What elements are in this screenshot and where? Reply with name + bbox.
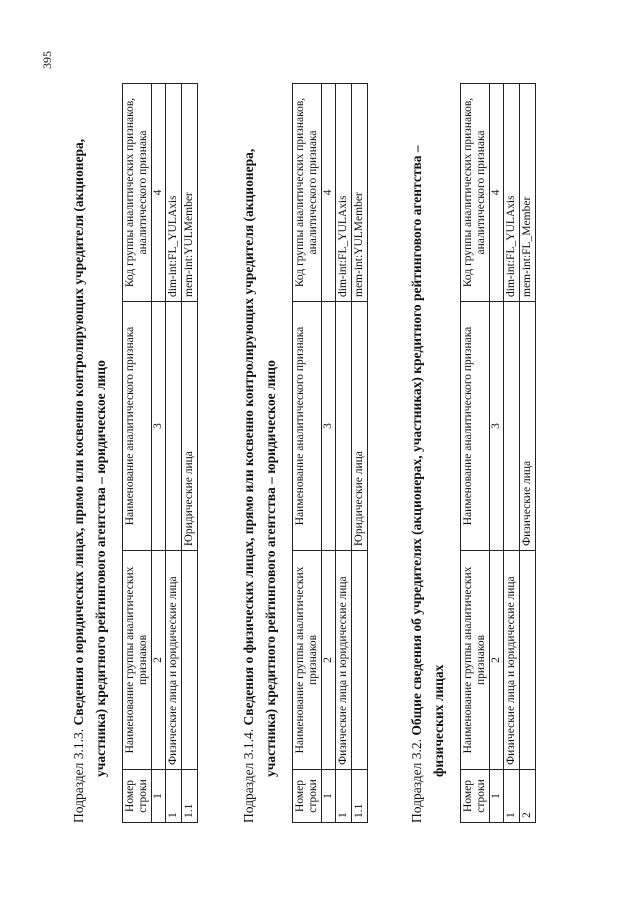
header-code: Код группы аналитических признаков, аналитического признака bbox=[123, 83, 152, 301]
column-index-row bbox=[490, 83, 504, 822]
table-header-row bbox=[123, 83, 152, 822]
analytic-features-table bbox=[292, 83, 368, 823]
analytic-features-table bbox=[122, 83, 198, 823]
feature-name-cell: Физические лица bbox=[520, 301, 536, 550]
subsection-title-continuation: участника) кредитного рейтингового агентства – юридическое лицо bbox=[263, 359, 278, 777]
table-row bbox=[166, 83, 182, 822]
header-row-number: Номер строки bbox=[123, 769, 152, 822]
header-feature-name: Наименование аналитического признака bbox=[123, 301, 152, 550]
header-feature-name: Наименование аналитического признака bbox=[293, 301, 322, 550]
subsection-3-1-4 bbox=[238, 83, 368, 823]
table-row bbox=[504, 83, 520, 822]
feature-name-cell bbox=[166, 301, 182, 550]
subsection-heading bbox=[406, 83, 450, 823]
header-row-number: Номер строки bbox=[293, 769, 322, 822]
table-row bbox=[352, 83, 368, 822]
subsection-title: Общие сведения об учредителях (акционерах, участниках) кредитного рейтингового агентства – bbox=[409, 144, 424, 736]
subsection-number: Подраздел 3.1.4. bbox=[241, 728, 256, 823]
group-name-cell: Физические лица и юридические лица bbox=[166, 550, 182, 769]
table-row bbox=[336, 83, 352, 822]
row-number: 1.1 bbox=[182, 769, 198, 822]
table-row bbox=[182, 83, 198, 822]
column-index: 4 bbox=[490, 83, 504, 301]
column-index: 4 bbox=[322, 83, 336, 301]
subsection-title: Сведения о юридических лицах, прямо или косвенно контролирующих учредителя (акционера, bbox=[71, 138, 86, 725]
feature-name-cell bbox=[336, 301, 352, 550]
column-index: 3 bbox=[152, 301, 166, 550]
subsection-3-2 bbox=[406, 83, 536, 823]
subsection-title-continuation: физических лицах bbox=[431, 664, 446, 777]
group-name-cell bbox=[352, 550, 368, 769]
column-index: 1 bbox=[152, 769, 166, 822]
header-group-name: Наименование группы аналитических признаков bbox=[461, 550, 490, 769]
code-cell: dim-int:FL_YULAxis bbox=[166, 83, 182, 301]
row-number: 2 bbox=[520, 769, 536, 822]
code-cell: dim-int:FL_YULAxis bbox=[504, 83, 520, 301]
table-row bbox=[520, 83, 536, 822]
group-name-cell: Физические лица и юридические лица bbox=[336, 550, 352, 769]
group-name-cell: Физические лица и юридические лица bbox=[504, 550, 520, 769]
column-index: 2 bbox=[490, 550, 504, 769]
column-index: 1 bbox=[490, 769, 504, 822]
header-code: Код группы аналитических признаков, аналитического признака bbox=[293, 83, 322, 301]
row-number: 1 bbox=[504, 769, 520, 822]
code-cell: mem-int:YULMember bbox=[352, 83, 368, 301]
subsection-heading bbox=[68, 83, 112, 823]
column-index: 2 bbox=[152, 550, 166, 769]
column-index: 3 bbox=[322, 301, 336, 550]
group-name-cell bbox=[182, 550, 198, 769]
subsection-title: Сведения о физических лицах, прямо или косвенно контролирующих учредителя (акционера, bbox=[241, 148, 256, 725]
column-index: 2 bbox=[322, 550, 336, 769]
analytic-features-table bbox=[460, 83, 536, 823]
header-feature-name: Наименование аналитического признака bbox=[461, 301, 490, 550]
page-number: 395 bbox=[40, 50, 54, 69]
table-header-row bbox=[293, 83, 322, 822]
document-page bbox=[30, 43, 610, 863]
group-name-cell bbox=[520, 550, 536, 769]
subsection-title-continuation: участника) кредитного рейтингового агентства – юридическое лицо bbox=[93, 359, 108, 777]
column-index-row bbox=[152, 83, 166, 822]
feature-name-cell: Юридические лица bbox=[182, 301, 198, 550]
header-row-number: Номер строки bbox=[461, 769, 490, 822]
row-number: 1.1 bbox=[352, 769, 368, 822]
subsection-heading bbox=[238, 83, 282, 823]
subsection-3-1-3 bbox=[68, 83, 198, 823]
code-cell: mem-int:FL_Member bbox=[520, 83, 536, 301]
column-index: 1 bbox=[322, 769, 336, 822]
header-group-name: Наименование группы аналитических признаков bbox=[123, 550, 152, 769]
table-header-row bbox=[461, 83, 490, 822]
code-cell: mem-int:YULMember bbox=[182, 83, 198, 301]
header-code: Код группы аналитических признаков, аналитического признака bbox=[461, 83, 490, 301]
subsection-number: Подраздел 3.1.3. bbox=[71, 728, 86, 823]
code-cell: dim-int:FL_YULAxis bbox=[336, 83, 352, 301]
subsection-number: Подраздел 3.2. bbox=[409, 738, 424, 823]
row-number: 1 bbox=[166, 769, 182, 822]
column-index: 4 bbox=[152, 83, 166, 301]
row-number: 1 bbox=[336, 769, 352, 822]
column-index-row bbox=[322, 83, 336, 822]
header-group-name: Наименование группы аналитических признаков bbox=[293, 550, 322, 769]
feature-name-cell bbox=[504, 301, 520, 550]
column-index: 3 bbox=[490, 301, 504, 550]
feature-name-cell: Юридические лица bbox=[352, 301, 368, 550]
